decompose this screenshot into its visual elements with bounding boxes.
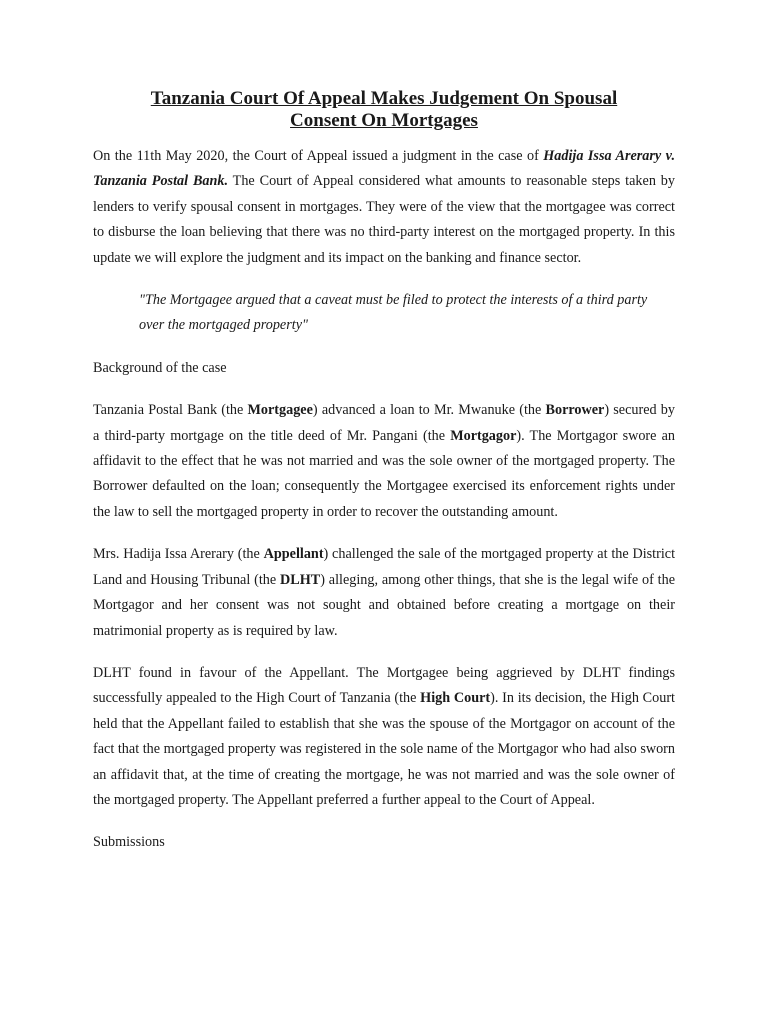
intro-text-end: The Court of Appeal considered what amounts to reasonable steps taken by lenders to verify spousal consent in mortgages. They were of the view that the mortgagee was correct to disburse the loan believing that there was no third-party interest on the mortgaged property. In this update we will explore the judgment and its impact on the banking and finance sector. (93, 173, 675, 266)
background-paragraph-1 (93, 398, 675, 525)
defined-term-mortgagor: Mortgagor (450, 427, 517, 444)
text-run: Tanzania Postal Bank (the (93, 402, 248, 419)
intro-text-start: On the 11th May 2020, the Court of Appeal issued a judgment in the case of (93, 148, 544, 164)
defined-term-high-court: High Court (420, 690, 491, 707)
intro-paragraph (93, 144, 675, 271)
text-run: ) challenged the sale of the mortgaged property at the District Land and Housing Tribunal (the (93, 546, 676, 588)
defined-term-appellant: Appellant (263, 546, 324, 563)
defined-term-mortgagee: Mortgagee (247, 402, 313, 419)
defined-term-borrower: Borrower (545, 402, 605, 419)
text-run: ). In its decision, the High Court held that the Appellant failed to establish that she was the spouse of the Mortgagor on account of the fact that the mortgaged property was registered in the sole name of the Mortgagor who had also sworn an affidavit that, at the time of creating the mortgage, he was not married and was the sole owner of the mortgaged property. The Appellant preferred a further appeal to the Court of Appeal. (93, 690, 675, 808)
pull-quote: "The Mortgagee argued that a caveat must be filed to protect the interests of a third party over the mortgaged property" (139, 292, 648, 334)
text-run: DLHT found in favour of the Appellant. The Mortgagee being aggrieved by DLHT findings successfully appealed to the High Court of Tanzania (the (93, 664, 675, 707)
text-run: ) secured by a third-party mortgage on the title deed of Mr. Pangani (the (93, 402, 675, 444)
page-title (73, 88, 695, 132)
title-line-1: Tanzania Court Of Appeal Makes Judgement On Spousal (150, 88, 618, 109)
title-block (73, 88, 695, 132)
document-page (93, 88, 675, 856)
text-run: Mrs. Hadija Issa Arerary (the (93, 546, 264, 563)
text-run: ). The Mortgagor swore an affidavit to the effect that he was not married and was the sole owner of the mortgaged property. The Borrower defaulted on the loan; consequently the Mortgagee exercised its enforcement rights under the law to sell the mortgaged property in order to recover the outstanding amount. (93, 427, 675, 520)
background-paragraph-3 (93, 661, 675, 813)
title-line-2: Consent On Mortgages (290, 110, 478, 131)
section-heading-submissions: Submissions (93, 834, 165, 851)
text-run: ) alleging, among other things, that she is the legal wife of the Mortgagor and her consent was not sought and obtained before creating a mortgage on their matrimonial property as is required by law. (93, 571, 675, 639)
background-paragraph-2 (93, 542, 675, 644)
section-heading-background: Background of the case (93, 359, 227, 376)
defined-term-dlht: DLHT (280, 571, 321, 588)
case-name: Hadija Issa Arerary v. Tanzania Postal Bank. (93, 148, 675, 190)
text-run: ) advanced a loan to Mr. Mwanuke (the (312, 402, 546, 419)
